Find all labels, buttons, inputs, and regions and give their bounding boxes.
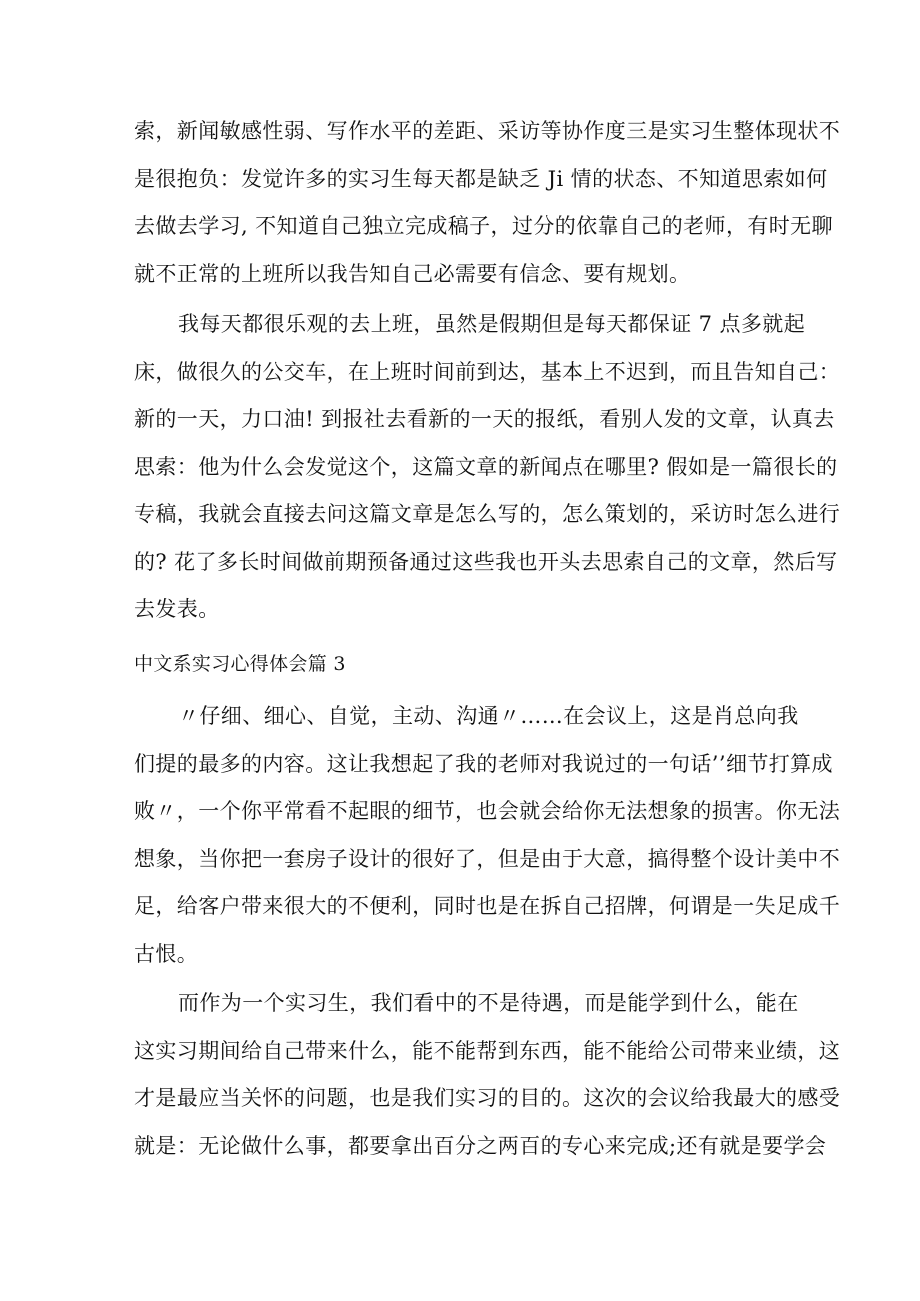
section-heading: 中文系实习心得体会篇 3 — [134, 653, 346, 675]
paragraph-line: 才是最应当关怀的问题，也是我们实习的目的。这次的会议给我最大的感受 — [134, 1086, 841, 1110]
paragraph-line: 是很抱负：发觉许多的实习生每天都是缺乏 Ji 情的状态、不知道思索如何 — [134, 166, 828, 191]
paragraph-line: 思索：他为什么会发觉这个，这篇文章的新闻点在哪里? 假如是一篇很长的 — [134, 454, 838, 479]
paragraph-line: 去发表。 — [134, 597, 220, 621]
paragraph-line: 索，新闻敏感性弱、写作水平的差距、采访等协作度三是实习生整体现状不 — [134, 119, 841, 143]
paragraph-line: 床，做很久的公交车，在上班时间前到达，基本上不迟到，而且告知自己： — [134, 359, 841, 384]
paragraph-line: 专稿，我就会直接去问这篇文章是怎么写的，怎么策划的，采访时怎么进行 — [134, 502, 841, 526]
paragraph-line: 足，给客户带来很大的不便利，同时也是在拆自己招牌，何谓是一失足成千 — [134, 894, 841, 918]
paragraph-line: 而作为一个实习生，我们看中的不是待遇，而是能学到什么，能在 — [178, 991, 799, 1015]
paragraph-line: 去做去学习, 不知道自己独立完成稿子，过分的依靠自己的老师，有时无聊 — [134, 214, 833, 238]
paragraph-1 — [134, 108, 841, 298]
paragraph-line: 我每天都很乐观的去上班，虽然是假期但是每天都保证 7 点多就起 — [178, 312, 806, 336]
paragraph-line: 想象，当你把一套房子设计的很好了，但是由于大意，搞得整个设计美中不 — [134, 846, 841, 871]
paragraph-2 — [134, 301, 841, 634]
paragraph-line: 们提的最多的内容。这让我想起了我的老师对我说过的一句话’’细节打算成 — [134, 751, 833, 776]
paragraph-line: 〃仔细、细心、自觉，主动、沟通〃……在会议上，这是肖总向我 — [178, 704, 799, 728]
paragraph-line: 古恨。 — [134, 941, 199, 966]
paragraph-line: 败〃，一个你平常看不起眼的细节，也会就会给你无法想象的损害。你无法 — [134, 799, 841, 823]
paragraph-line: 就是：无论做什么事，都要拿出百分之两百的专心来完成;还有就是要学会 — [134, 1133, 827, 1158]
paragraph-line: 新的一天，力口油! 到报社去看新的一天的报纸，看别人发的文章，认真去 — [134, 407, 835, 431]
paragraph-3 — [134, 693, 841, 978]
paragraph-line: 的? 花了多长时间做前期预备通过这些我也开头去思索自己的文章，然后写 — [134, 549, 838, 574]
paragraph-4 — [134, 980, 841, 1170]
paragraph-line: 就不正常的上班所以我告知自己必需要有信念、要有规划。 — [134, 261, 691, 286]
paragraph-line: 这实习期间给自己带来什么，能不能帮到东西，能不能给公司带来业绩，这 — [134, 1038, 841, 1063]
